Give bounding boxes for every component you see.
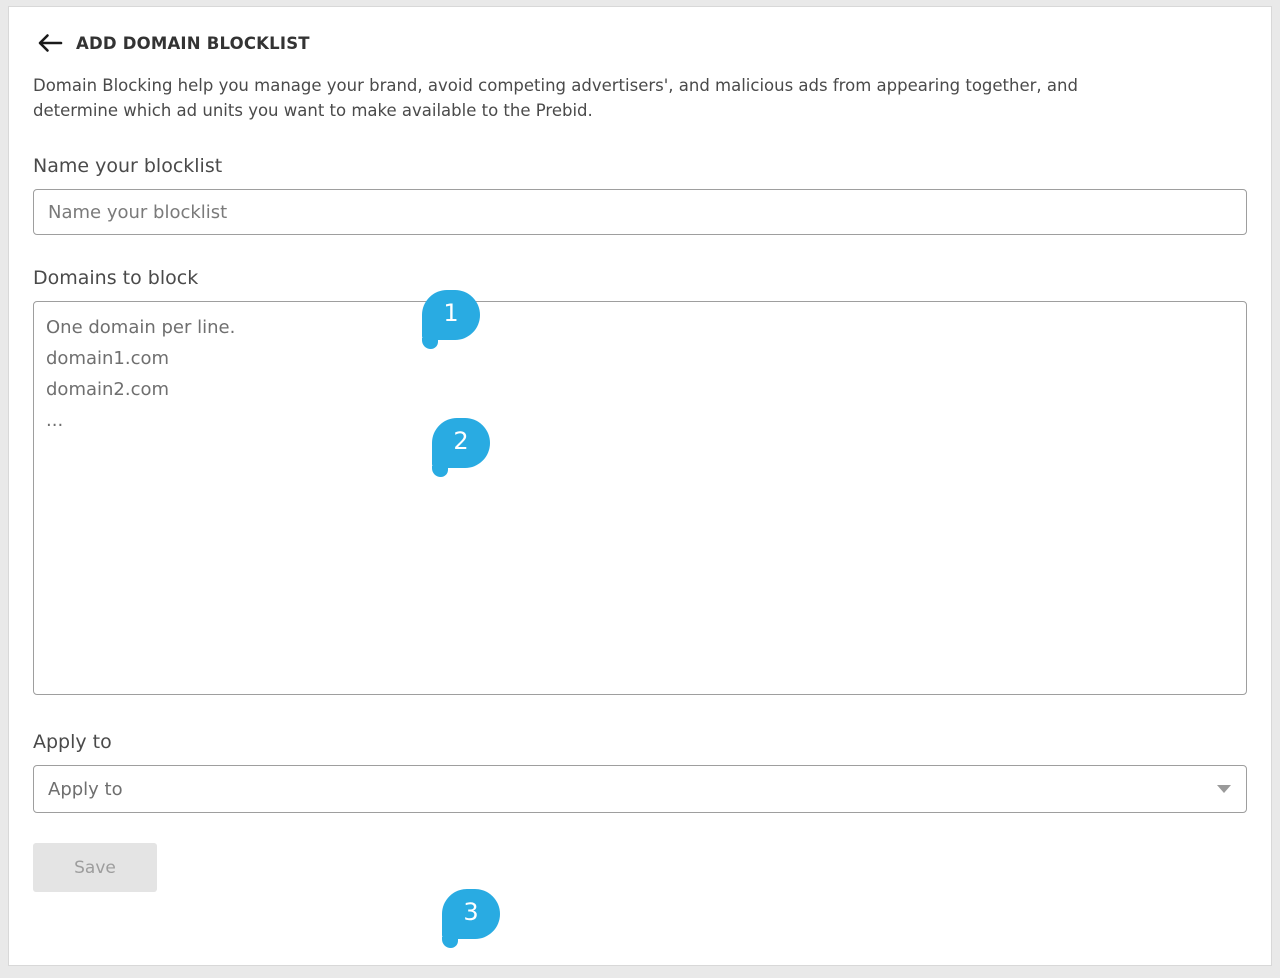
add-domain-blocklist-page	[8, 6, 1272, 966]
page-description: Domain Blocking help you manage your brand, avoid competing advertisers', and malicious ads from appearing together, and determine which ad units you want to make available to the Prebid.	[33, 76, 1078, 120]
apply-to-selected-value: Apply to	[48, 778, 123, 800]
page-title: ADD DOMAIN BLOCKLIST	[76, 33, 310, 53]
callout-badge-2: 2	[432, 418, 490, 468]
apply-to-select[interactable]	[33, 765, 1247, 813]
domains-to-block-textarea[interactable]	[33, 301, 1247, 695]
domains-field-label: Domains to block	[33, 267, 199, 289]
page-header	[9, 7, 1271, 53]
apply-to-field-label: Apply to	[33, 731, 112, 753]
callout-badge-3: 3	[442, 889, 500, 939]
callout-badge-1: 1	[422, 290, 480, 340]
name-field-label: Name your blocklist	[33, 155, 223, 177]
save-button[interactable]: Save	[33, 843, 157, 892]
blocklist-name-input[interactable]	[33, 189, 1247, 235]
blocklist-form	[33, 154, 1247, 926]
arrow-left-icon[interactable]	[33, 30, 67, 56]
apply-to-select-wrap	[33, 765, 1247, 813]
